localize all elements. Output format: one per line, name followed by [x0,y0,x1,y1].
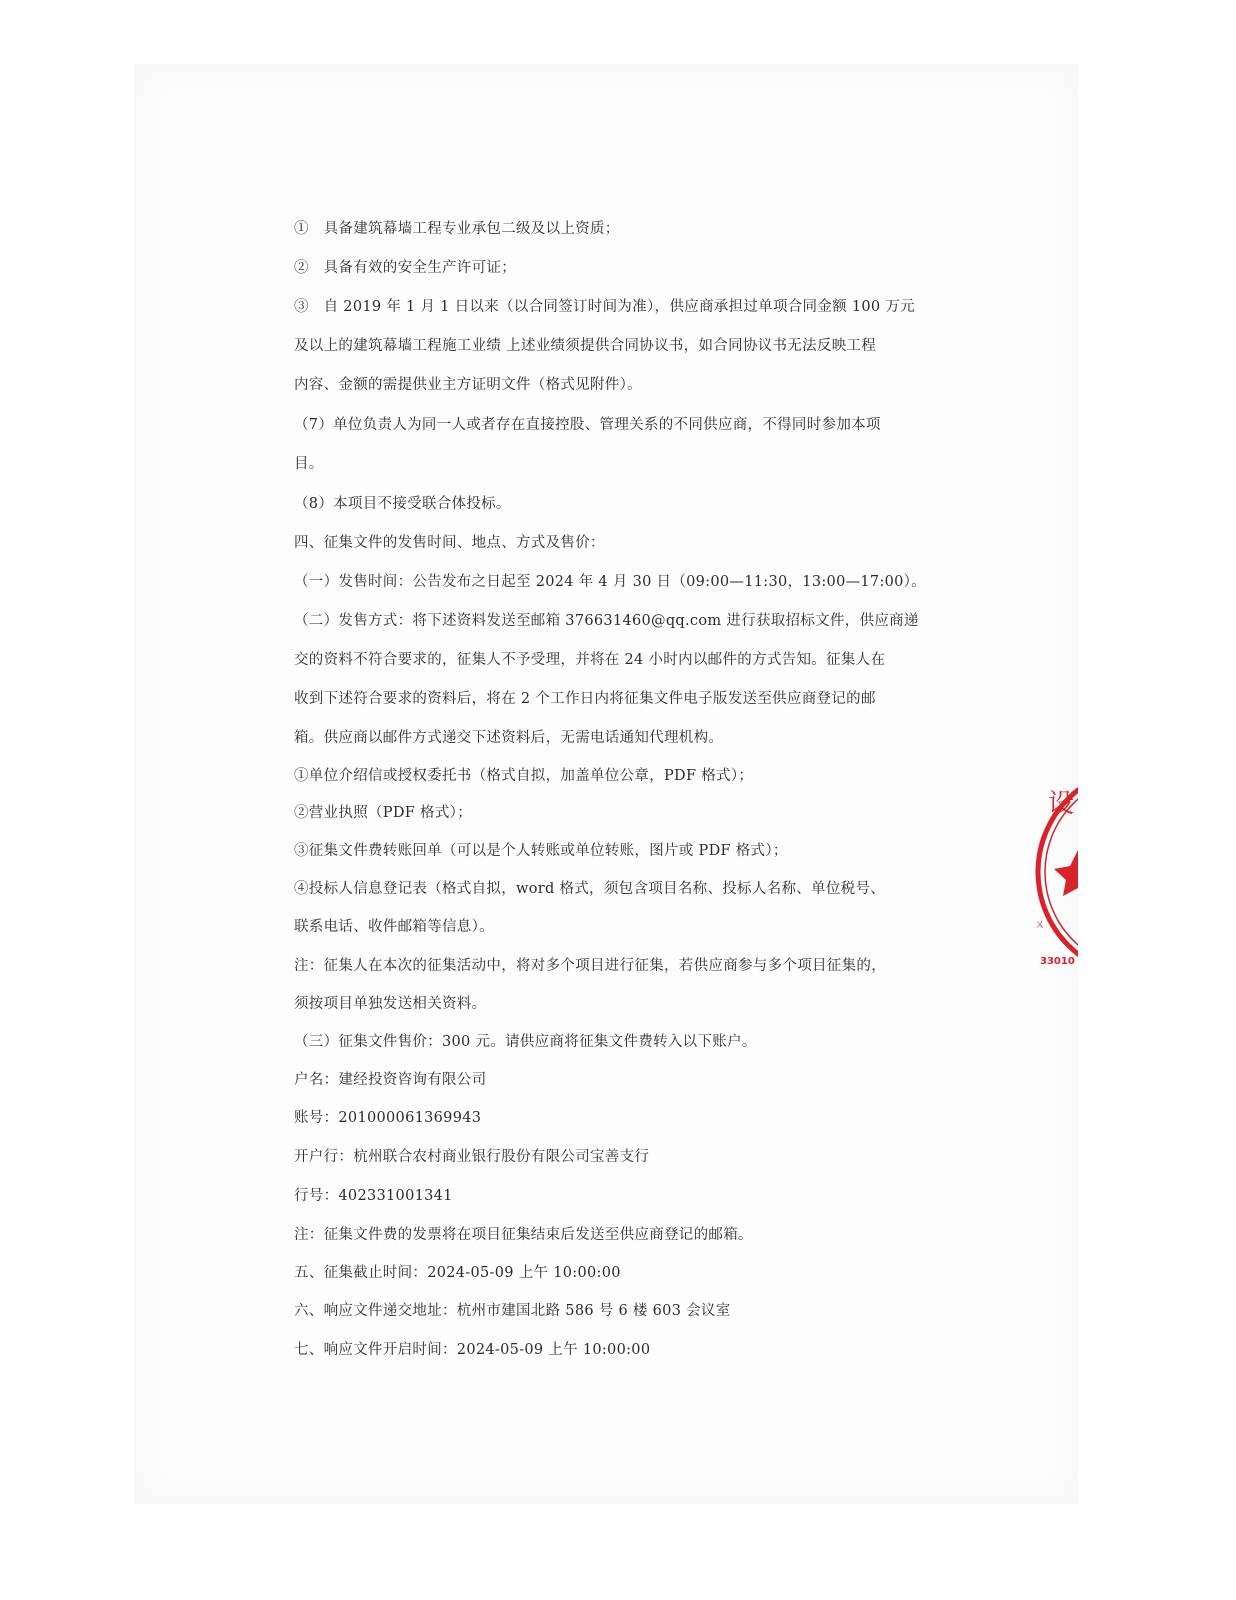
clause-7-line-1: （7）单位负责人为同一人或者存在直接控股、管理关系的不同供应商，不得同时参加本项 [294,417,881,433]
note-multiple-projects-line-2: 须按项目单独发送相关资料。 [294,996,487,1012]
account-name: 户名：建经投资咨询有限公司 [294,1072,487,1088]
clause-8: （8）本项目不接受联合体投标。 [294,496,511,512]
bank-code: 行号：402331001341 [294,1188,453,1204]
sale-method-line-1: （二）发售方式：将下述资料发送至邮箱 376631460@qq.com 进行获取招标文件，供应商递 [294,613,919,629]
seal-code: 33010 [1040,956,1075,967]
seal-small-mark: ㄨ [1034,917,1047,931]
section-4-heading: 四、征集文件的发售时间、地点、方式及售价： [294,535,605,551]
requirement-performance-line-1: ③ 自 2019 年 1 月 1 日以来（以合同签订时间为准），供应商承担过单项合同金额 100 万元 [294,299,915,315]
material-3: ③征集文件费转账回单（可以是个人转账或单位转账，图片或 PDF 格式）； [294,843,788,859]
sale-method-line-4: 箱。供应商以邮件方式递交下述资料后，无需电话通知代理机构。 [294,730,724,746]
section-6-address: 六、响应文件递交地址：杭州市建国北路 586 号 6 楼 603 会议室 [294,1303,731,1319]
clause-7-line-2: 目。 [294,456,324,472]
sale-price: （三）征集文件售价：300 元。请供应商将征集文件费转入以下账户。 [294,1034,757,1050]
sale-time: （一）发售时间：公告发布之日起至 2024 年 4 月 30 日（09:00—11:30，13:00—17:00）。 [294,574,927,590]
sale-method-line-2: 交的资料不符合要求的，征集人不予受理，并将在 24 小时内以邮件的方式告知。征集人在 [294,652,886,668]
company-seal [1032,768,1078,978]
seal-star-icon [1054,850,1078,896]
note-multiple-projects-line-1: 注：征集人在本次的征集活动中，将对多个项目进行征集，若供应商参与多个项目征集的， [294,958,886,974]
material-1: ①单位介绍信或授权委托书（格式自拟，加盖单位公章，PDF 格式）； [294,768,754,784]
note-invoice: 注：征集文件费的发票将在项目征集结束后发送至供应商登记的邮箱。 [294,1227,753,1243]
requirement-performance-line-3: 内容、金额的需提供业主方证明文件（格式见附件）。 [294,377,642,393]
account-number: 账号：201000061369943 [294,1110,482,1126]
section-5-deadline: 五、征集截止时间：2024-05-09 上午 10:00:00 [294,1265,621,1281]
material-4-line-2: 联系电话、收件邮箱等信息）。 [294,919,494,935]
section-7-opening-time: 七、响应文件开启时间：2024-05-09 上午 10:00:00 [294,1342,651,1358]
requirement-qualification: ① 具备建筑幕墙工程专业承包二级及以上资质； [294,221,620,237]
requirement-safety-license: ② 具备有效的安全生产许可证； [294,260,516,276]
account-bank: 开户行：杭州联合农村商业银行股份有限公司宝善支行 [294,1149,650,1165]
material-4-line-1: ④投标人信息登记表（格式自拟，word 格式，须包含项目名称、投标人名称、单位税号、 [294,881,886,897]
sale-method-line-3: 收到下述符合要求的资料后，将在 2 个工作日内将征集文件电子版发送至供应商登记的邮 [294,691,876,707]
seal-character: 设 [1048,789,1075,819]
material-2: ②营业执照（PDF 格式）； [294,805,473,821]
requirement-performance-line-2: 及以上的建筑幕墙工程施工业绩 上述业绩须提供合同协议书，如合同协议书无法反映工程 [294,338,877,354]
